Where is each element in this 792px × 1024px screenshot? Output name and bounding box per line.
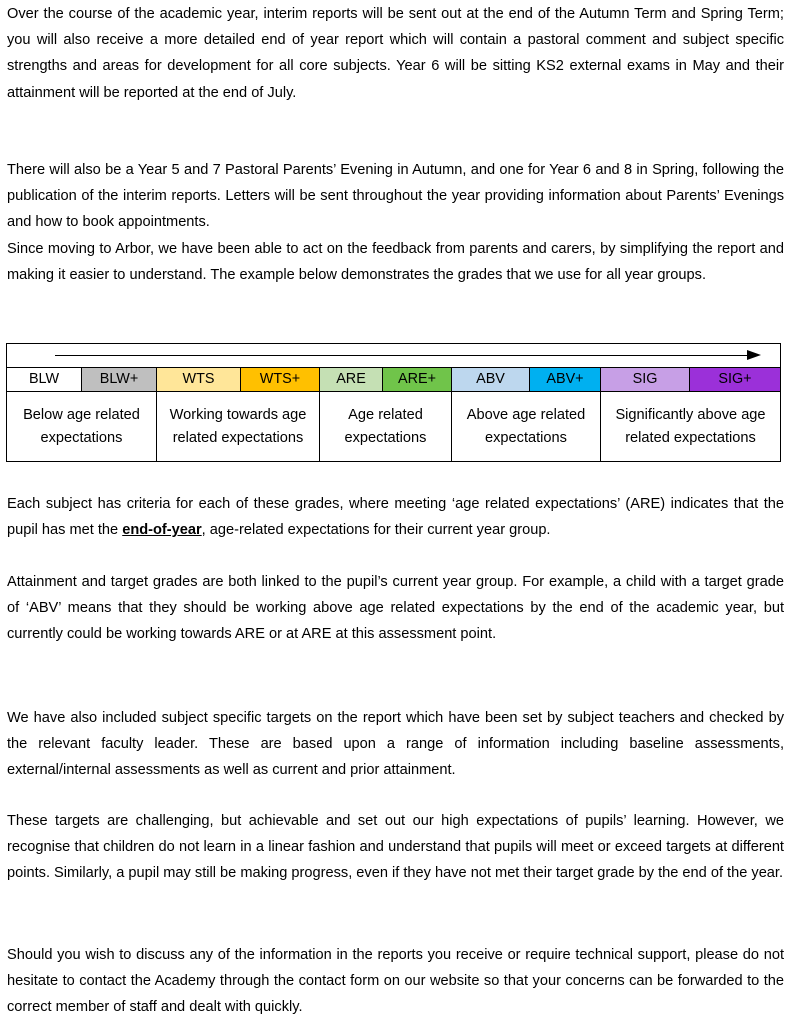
paragraph-attainment: Attainment and target grades are both linked to the pupil’s current year group. For example, a child with a target grade of ‘ABV’ means that they should be working above age related expectations by the end of the academic year, but currently could be working towards ARE or at ARE at this assessment point. xyxy=(7,574,784,643)
paragraph-challenging-targets: These targets are challenging, but achievable and set out our high expectations of pupils’ learning. However, we recognise that children do not learn in a linear fashion and understand that pupils will meet or exceed targets at different points. Similarly, a pupil may still be making progress, even if they have not met their target grade by the end of the year. xyxy=(7,813,784,882)
paragraph-subject-targets: We have also included subject specific targets on the report which have been set by subject teachers and checked by the relevant faculty leader. These are based upon a range of information including baseline assessments, external/internal assessments as well as current and prior attainment. xyxy=(7,710,784,779)
grade-scale-table xyxy=(6,343,781,462)
grade-cell: BLW+ xyxy=(82,368,157,391)
grade-description: Significantly above age related expectations xyxy=(615,407,766,446)
emphasis-end-of-year: end-of-year xyxy=(122,522,202,539)
grade-description: Working towards age related expectations xyxy=(157,392,320,461)
grade-cell: SIG+ xyxy=(690,368,780,391)
grade-description: Age related expectations xyxy=(320,392,452,461)
grade-cell: ABV+ xyxy=(530,368,601,391)
grade-description: Above age related expectations xyxy=(452,392,601,461)
grade-descriptions-row xyxy=(7,392,780,461)
progress-arrow-line xyxy=(55,355,749,356)
paragraph-grade-criteria xyxy=(7,491,784,543)
grade-cell: ARE+ xyxy=(383,368,452,391)
grade-cell: WTS+ xyxy=(241,368,320,391)
paragraph-contact: Should you wish to discuss any of the information in the reports you receive or require technical support, please do not hesitate to contact the Academy through the contact form on our website so that your concerns can be forwarded to the correct member of staff and dealt with quickly. xyxy=(7,947,784,1016)
paragraph-arbor: Since moving to Arbor, we have been able to act on the feedback from parents and carers, by simplifying the report and making it easier to understand. The example below demonstrates the grades that we use for all year groups. xyxy=(7,241,784,284)
paragraph-parents-evening: There will also be a Year 5 and 7 Pastoral Parents’ Evening in Autumn, and one for Year 6 and 8 in Spring, following the publication of the interim reports. Letters will be sent throughout the year providing information about Parents’ Evenings and how to book appointments. xyxy=(7,162,784,231)
grade-cell: ARE xyxy=(320,368,383,391)
grade-cell: WTS xyxy=(157,368,241,391)
grade-cell: ABV xyxy=(452,368,530,391)
grade-codes-row xyxy=(7,368,780,392)
paragraph-text: Each subject has criteria for each of these grades, where meeting ‘age related expectations’ (ARE) indicates that the pupil has met the xyxy=(7,496,784,539)
grade-cell: SIG xyxy=(601,368,690,391)
progress-arrow-row xyxy=(7,344,780,368)
grade-cell: BLW xyxy=(7,368,82,391)
grade-description: Below age related expectations xyxy=(7,392,157,461)
paragraph-text: , age-related expectations for their current year group. xyxy=(201,522,551,539)
arrow-right-icon xyxy=(747,350,761,360)
paragraph-interim-reports: Over the course of the academic year, interim reports will be sent out at the end of the Autumn Term and Spring Term; you will also receive a more detailed end of year report which will contain a pastoral comment and subject specific strengths and areas for development for all core subjects. Year 6 will be sitting KS2 external exams in May and their attainment will be reported at the end of July. xyxy=(7,6,784,101)
